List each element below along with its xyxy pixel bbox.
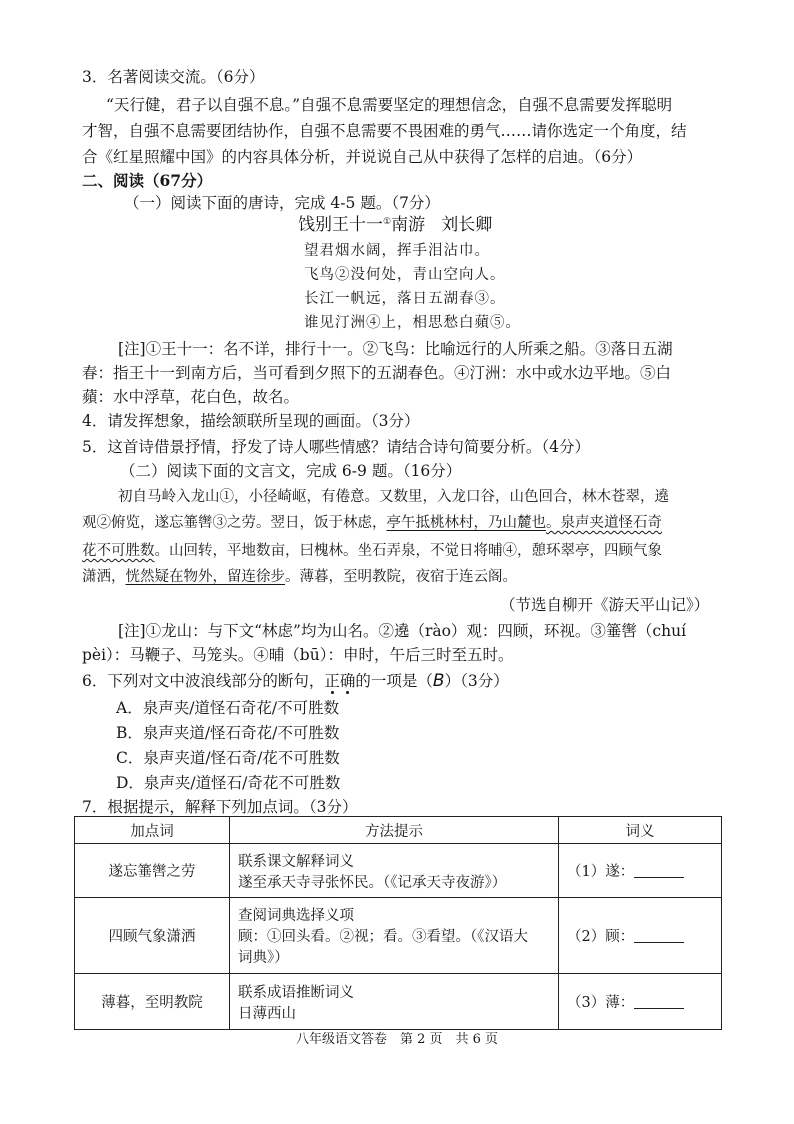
q3-line1: “天行健，君子以自强不息。”自强不息需要坚定的理想信念，自强不息需要发挥聪明 [106, 96, 673, 114]
poem-line-2: 飞鸟②没何处，青山空向人。 [304, 267, 506, 283]
page-footer: 八年级语文答卷 第 2 页 共 6 页 [295, 1032, 499, 1047]
q6-option-c: C．泉声夹道/怪石奇/花不可胜数 [116, 749, 340, 767]
table-row [75, 844, 722, 898]
prose-underlined-sentence-1: 亭午抵桃林村，乃山麓也 [386, 515, 546, 531]
answer-blank[interactable] [634, 994, 684, 1009]
prose-underlined-sentence-2: 恍然疑在物外，留连徐步 [125, 569, 285, 585]
q6-stem [82, 670, 509, 692]
poem-title-note: ① [383, 217, 392, 227]
poem-line-3: 长江一帆远，落日五湖春③。 [304, 291, 506, 307]
prose-segment: 观②俯览， [82, 515, 155, 531]
poem-title-a: 饯别王十一 [298, 215, 383, 235]
table-cell-answer[interactable] [559, 974, 722, 1030]
answer-label: （3）薄： [567, 995, 635, 1011]
answer-label: （1）遂： [567, 864, 635, 880]
poem-author: 刘长卿 [441, 215, 493, 235]
poem-line-1: 望君烟水阔，挥手泪沾巾。 [304, 243, 490, 259]
prose-line3 [82, 540, 662, 562]
prose-source: （节选自柳开《游天平山记》） [500, 596, 710, 614]
table-header: 方法提示 [230, 817, 559, 844]
hint-method: 联系课文解释词义 [238, 853, 354, 870]
hint-method: 查阅词典选择义项 [238, 908, 354, 924]
poem-note-line2: 春：指王十一到南方后，当可看到夕照下的五湖春色。④汀洲：水中或水边平地。⑤白 [82, 364, 672, 382]
answer-blank[interactable] [634, 863, 684, 878]
prose-line4 [82, 566, 517, 588]
vocab-table [74, 816, 722, 1030]
table-cell-answer[interactable] [559, 844, 722, 898]
hint-example: 顾：①回头看。②视；看。③看望。（《汉语大 [238, 929, 528, 945]
q4: 4．请发挥想象，描绘颔联所呈现的画面。（3分） [82, 412, 420, 430]
hint-example: 遂至承天寺寻张怀民。（《记承天寺夜游》） [238, 874, 507, 891]
q6-dotted-char: 正 [324, 672, 340, 690]
poem-title-b: 南游 [391, 215, 426, 235]
table-header-row [75, 817, 722, 844]
table-cell-word: 薄暮，至明教院 [75, 974, 230, 1030]
table-row [75, 898, 722, 974]
table-cell-word: 遂忘箠辔之劳 [75, 844, 230, 898]
q6-option-a: A．泉声夹/道怪石奇花/不可胜数 [116, 699, 340, 717]
prose-note-line2: pèi）：马鞭子、马笼头。④晡（bū）：申时，午后三时至五时。 [82, 646, 514, 664]
table-cell-answer[interactable] [559, 898, 722, 974]
table-cell-hint [230, 898, 559, 974]
prose-note-line1: [注]①龙山：与下文“林虑”均为山名。②遶（rào）观：四顾，环视。③箠辔（chuí [118, 622, 687, 640]
q3-title: 3．名著阅读交流。（6分） [82, 68, 265, 86]
poem-note-line1: [注]①王十一：名不详，排行十一。②飞鸟：比喻远行的人所乘之船。③落日五湖 [118, 340, 673, 358]
table-cell-word: 四顾气象潇洒 [75, 898, 230, 974]
hint-example: 日薄西山 [238, 1005, 296, 1022]
q6-handwritten-answer: B [432, 671, 445, 691]
prose-segment: 潇洒， [82, 569, 126, 585]
q6-option-d: D．泉声夹/道怪石/奇花不可胜数 [116, 774, 341, 792]
hint-example-cont: 词典》） [238, 950, 289, 966]
prose-line1: 初自马岭入龙山①，小径崎岖，有倦意。又数里，入龙口谷，山色回合，林木苍翠，遶 [118, 489, 669, 505]
table-header: 词义 [559, 817, 722, 844]
prose-segment: 。薄暮，至明教院，夜宿于连云阁。 [285, 569, 517, 585]
poem-title [298, 214, 492, 236]
part2-heading: （二）阅读下面的文言文，完成 6-9 题。（16分） [120, 462, 462, 480]
prose-wavy-segment-a: 。泉声夹道怪石奇 [546, 515, 662, 531]
q6-stem-text: ）（3分） [444, 672, 509, 690]
q5: 5．这首诗借景抒情，抒发了诗人哪些情感？请结合诗句简要分析。（4分） [82, 438, 590, 456]
prose-wavy-segment-b: 花不可胜数 [82, 543, 155, 559]
table-row [75, 974, 722, 1030]
poem-line-4: 谁见汀洲④上，相思愁白蘋⑤。 [304, 315, 521, 331]
q6-dotted-char: 确 [339, 672, 356, 690]
q6-stem-text: 6．下列对文中波浪线部分的断句， [82, 672, 325, 690]
prose-segment: 。山回转，平地数亩，曰槐林。坐石弄泉，不觉日将晡④，憩环翠亭，四顾气象 [154, 543, 662, 559]
prose-segment: 遂忘箠辔③之劳 [154, 515, 256, 531]
answer-blank[interactable] [634, 928, 684, 943]
hint-method: 联系成语推断词义 [238, 984, 354, 1001]
q3-line3: 合《红星照耀中国》的内容具体分析，并说说自己从中获得了怎样的启迪。（6分） [82, 148, 643, 166]
table-cell-hint [230, 974, 559, 1030]
q6-option-b: B．泉声夹道/怪石奇花/不可胜数 [116, 724, 340, 742]
q6-stem-text: 的一项是（ [355, 672, 433, 690]
q7-stem: 7．根据提示，解释下列加点词。（3分） [82, 798, 358, 816]
part1-heading: （一）阅读下面的唐诗，完成 4-5 题。（7分） [124, 194, 440, 212]
q3-line2: 才智，自强不息需要团结协作，自强不息需要不畏困难的勇气……请你选定一个角度，结 [82, 122, 687, 140]
answer-label: （2）顾： [567, 929, 635, 945]
poem-note-line3: 蘋：水中浮草，花白色，故名。 [82, 388, 300, 406]
table-header: 加点词 [75, 817, 230, 844]
prose-line2 [82, 512, 662, 534]
prose-segment: 。翌日，饭于林虑， [256, 515, 387, 531]
table-cell-hint [230, 844, 559, 898]
section2-title: 二、阅读（67分） [82, 171, 213, 190]
